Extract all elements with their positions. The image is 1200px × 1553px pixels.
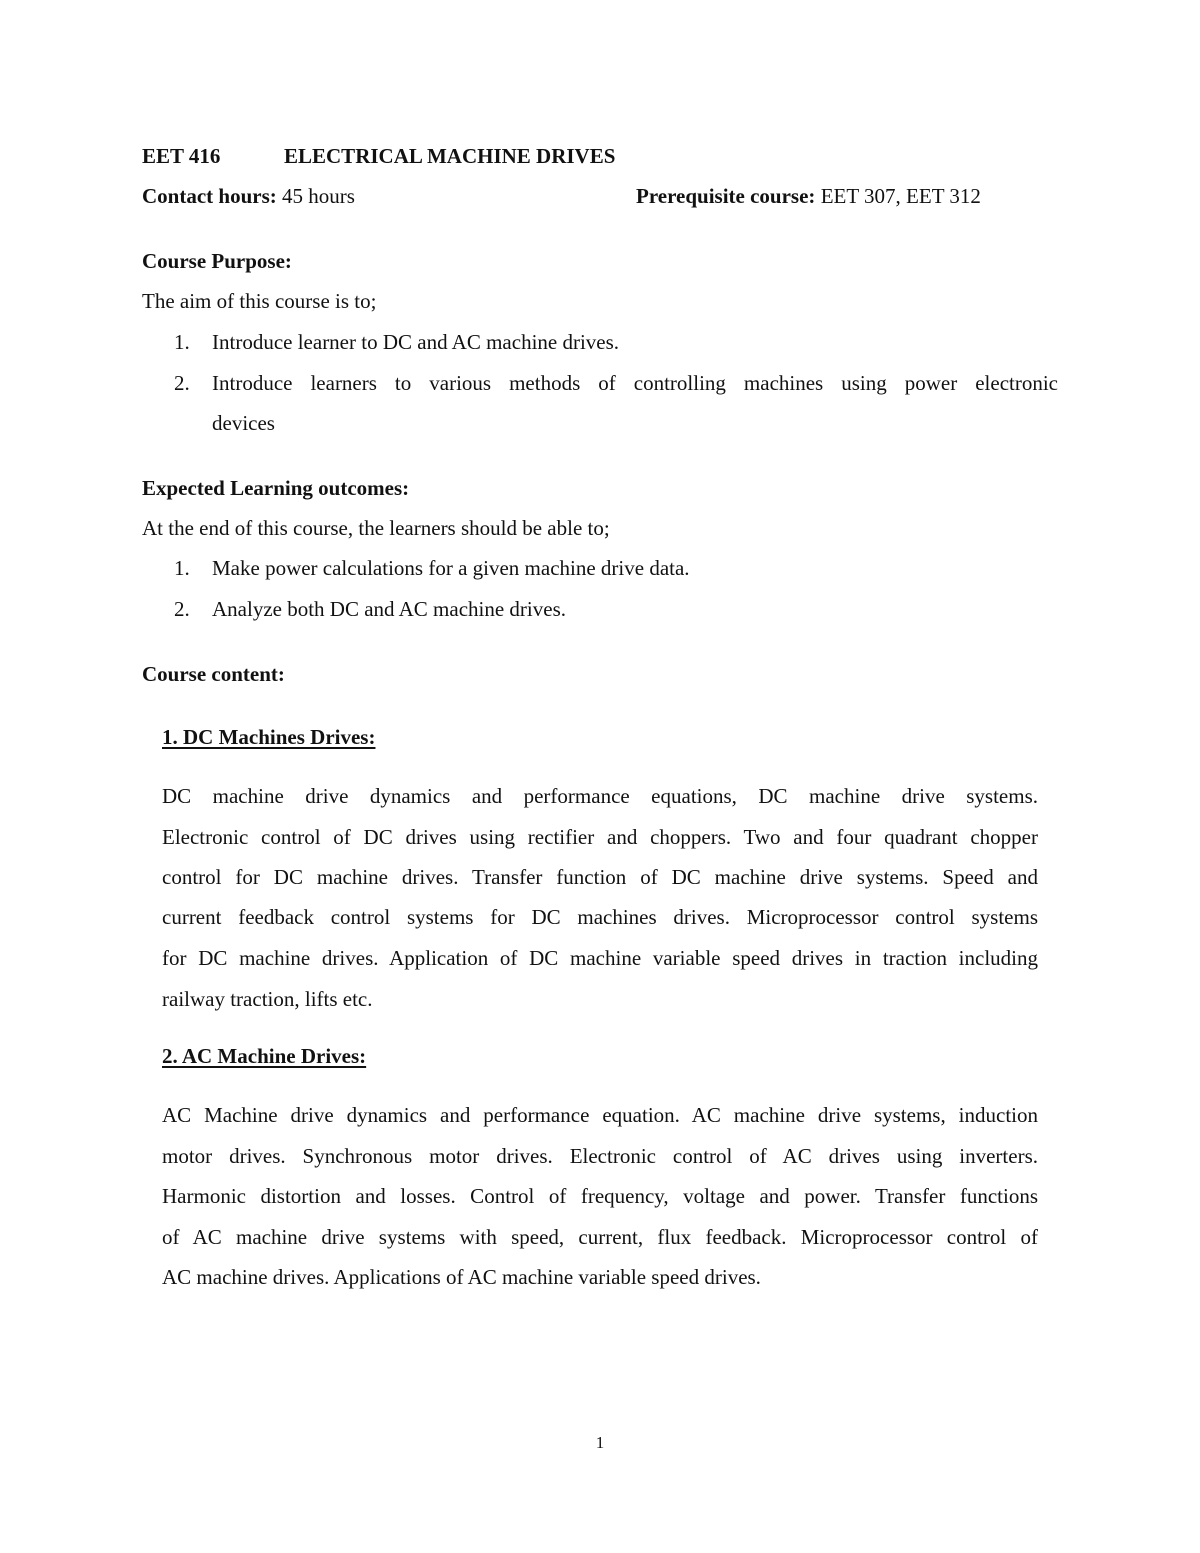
- section-heading-dc-drives: 1. DC Machines Drives:: [162, 725, 376, 749]
- list-item-number: 1.: [174, 330, 190, 354]
- paragraph-line: AC machine drives. Applications of AC machine variable speed drives.: [162, 1265, 761, 1289]
- paragraph-line: motor drives. Synchronous motor drives. Electronic control of AC drives using inverters.: [162, 1144, 1038, 1168]
- learning-outcomes-intro: At the end of this course, the learners should be able to;: [142, 516, 610, 540]
- list-item-text: Introduce learner to DC and AC machine drives.: [212, 330, 620, 354]
- prerequisite-course: [636, 184, 981, 209]
- course-code: EET 416: [142, 144, 221, 168]
- list-item-number: 2.: [174, 371, 190, 395]
- paragraph-line: Harmonic distortion and losses. Control of frequency, voltage and power. Transfer functions: [162, 1184, 1038, 1208]
- paragraph-line: of AC machine drive systems with speed, current, flux feedback. Microprocessor control of: [162, 1225, 1038, 1249]
- list-item-text: Analyze both DC and AC machine drives.: [212, 597, 567, 621]
- page-number: 1: [595, 1433, 605, 1452]
- list-item-text-continued: devices: [212, 411, 275, 435]
- list-item-number: 2.: [174, 597, 190, 621]
- contact-hours-value: 45 hours: [276, 184, 355, 208]
- list-item-text: Make power calculations for a given machine drive data.: [212, 556, 690, 580]
- contact-hours-label: Contact hours:: [142, 184, 277, 208]
- course-title: ELECTRICAL MACHINE DRIVES: [284, 144, 616, 168]
- section-heading-ac-drives: 2. AC Machine Drives:: [162, 1044, 367, 1068]
- learning-outcomes-heading: Expected Learning outcomes:: [142, 476, 410, 500]
- course-content-heading: Course content:: [142, 662, 285, 686]
- list-item-text: Introduce learners to various methods of controlling machines using power electronic: [212, 371, 1058, 395]
- list-item-number: 1.: [174, 556, 190, 580]
- course-purpose-intro: The aim of this course is to;: [142, 289, 377, 313]
- paragraph-line: railway traction, lifts etc.: [162, 987, 373, 1011]
- contact-hours: [142, 184, 355, 209]
- prerequisite-value: EET 307, EET 312: [815, 184, 981, 208]
- paragraph-line: AC Machine drive dynamics and performance equation. AC machine drive systems, induction: [162, 1103, 1038, 1127]
- paragraph-line: control for DC machine drives. Transfer function of DC machine drive systems. Speed and: [162, 865, 1038, 889]
- paragraph-line: current feedback control systems for DC machines drives. Microprocessor control systems: [162, 905, 1038, 929]
- paragraph-line: DC machine drive dynamics and performance equations, DC machine drive systems.: [162, 784, 1038, 808]
- paragraph-line: Electronic control of DC drives using rectifier and choppers. Two and four quadrant chopper: [162, 825, 1038, 849]
- course-purpose-heading: Course Purpose:: [142, 249, 292, 273]
- prerequisite-label: Prerequisite course:: [636, 184, 816, 208]
- paragraph-line: for DC machine drives. Application of DC machine variable speed drives in traction including: [162, 946, 1038, 970]
